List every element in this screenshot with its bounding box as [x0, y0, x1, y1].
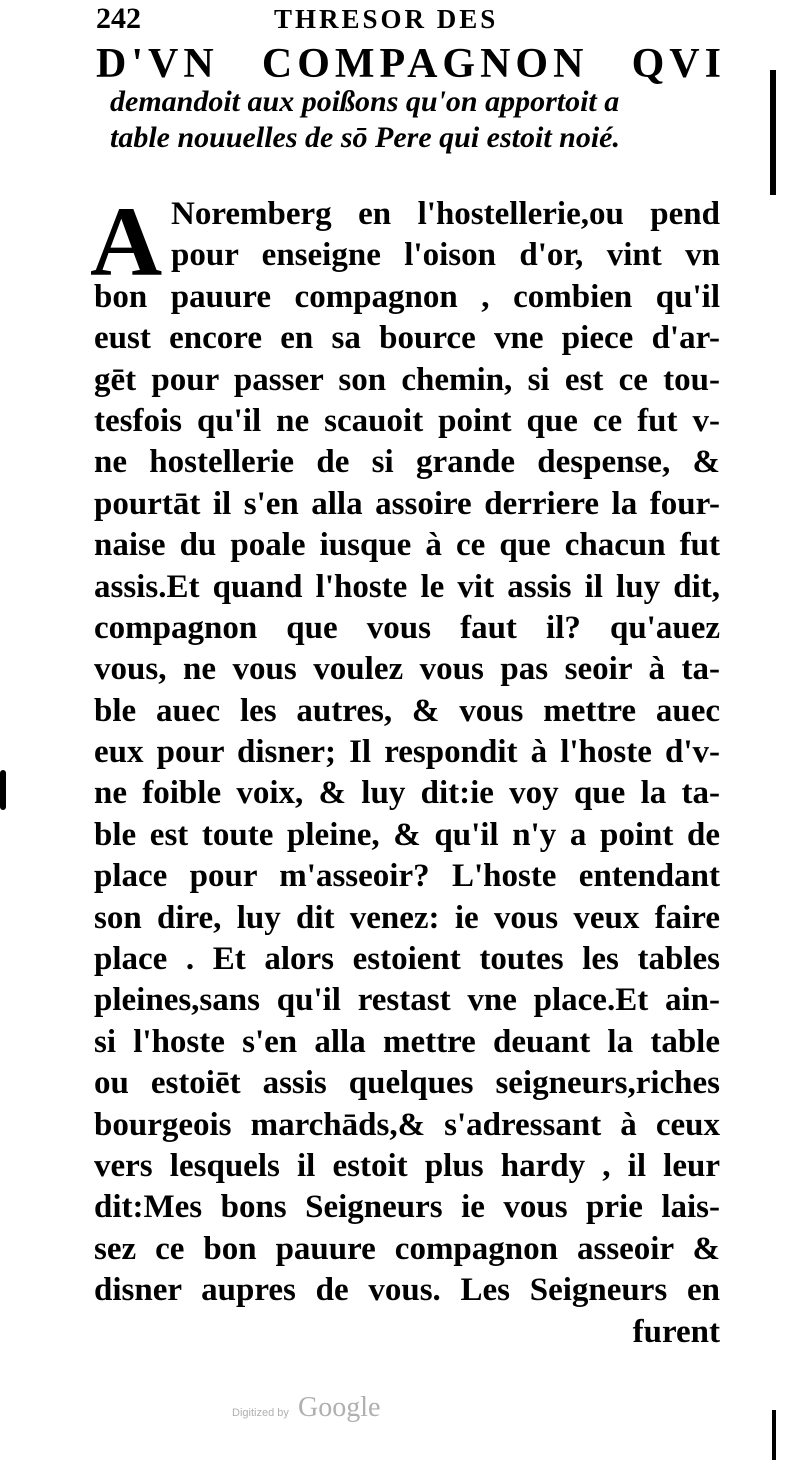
page-number: 242	[96, 2, 141, 35]
running-head	[96, 0, 726, 40]
subtitle-line: demandoit aux poißons qu'on apportoit a	[110, 85, 620, 118]
text-line: vous, ne vous voulez vous pas seoir à ta-	[94, 651, 720, 688]
catchword: furent	[632, 1313, 720, 1350]
text-line: ou estoiēt assis quelques seigneurs,riches	[94, 1065, 720, 1102]
text-line: Noremberg en l'hostellerie,ou pend	[171, 196, 720, 232]
body-text	[90, 186, 720, 1353]
chapter-title: D'VN COMPAGNON QVI	[96, 41, 726, 87]
text-line: ne hostellerie de si grande despense, &	[94, 444, 720, 481]
text-line: tesfois qu'il ne scauoit point que ce fut v-	[94, 402, 720, 439]
text-line: son dire, luy dit venez: ie vous veux faire	[94, 899, 720, 936]
text-line: disner aupres de vous. Les Seigneurs en	[94, 1272, 720, 1309]
text-line: pour enseigne l'oison d'or, vint vn	[171, 237, 720, 274]
text-line: assis.Et quand l'hoste le vit assis il luy dit,	[94, 568, 720, 605]
digitization-watermark	[232, 1390, 432, 1430]
text-line: ble est toute pleine, & qu'il n'y a point de	[94, 816, 720, 853]
text-line: bourgeois marchāds,& s'adressant à ceux	[94, 1106, 720, 1143]
text-line: gēt pour passer son chemin, si est ce tou-	[94, 361, 720, 398]
text-line: si l'hoste s'en alla mettre deuant la table	[94, 1023, 720, 1060]
text-line: dit:Mes bons Seigneurs ie vous prie lais-	[94, 1189, 720, 1226]
text-line: vers lesquels il estoit plus hardy , il leur	[94, 1147, 720, 1184]
text-line: pourtāt il s'en alla assoire derriere la four-	[94, 485, 720, 522]
chapter-subtitle	[110, 84, 710, 156]
google-logo: Google	[298, 1392, 381, 1423]
subtitle-line: table nouuelles de sō Pere qui estoit noié.	[110, 121, 620, 154]
page-edge-mark	[770, 70, 776, 195]
text-line: pleines,sans qu'il restast vne place.Et ain-	[94, 982, 720, 1019]
text-line: place pour m'asseoir? L'hoste entendant	[94, 858, 720, 895]
text-line: place . Et alors estoient toutes les tables	[94, 941, 720, 978]
text-line: bon pauure compagnon , combien qu'il	[94, 278, 720, 315]
page-edge-mark	[0, 770, 6, 810]
text-line: ble auec les autres, & vous mettre auec	[94, 692, 720, 729]
text-line: ne foible voix, & luy dit:ie voy que la ta-	[94, 775, 720, 812]
text-line: eux pour disner; Il respondit à l'hoste d'v-	[94, 734, 720, 771]
text-line: eust encore en sa bource vne piece d'ar-	[94, 320, 720, 357]
text-line: compagnon que vous faut il? qu'auez	[94, 609, 720, 646]
page-edge-mark	[772, 1410, 776, 1460]
digitized-label: Digitized by	[232, 1407, 289, 1419]
text-line: sez ce bon pauure compagnon asseoir &	[94, 1230, 720, 1267]
text-line: naise du poale iusque à ce que chacun fut	[94, 527, 720, 564]
running-title: THRESOR DES	[274, 4, 499, 34]
drop-cap: A	[90, 186, 163, 297]
